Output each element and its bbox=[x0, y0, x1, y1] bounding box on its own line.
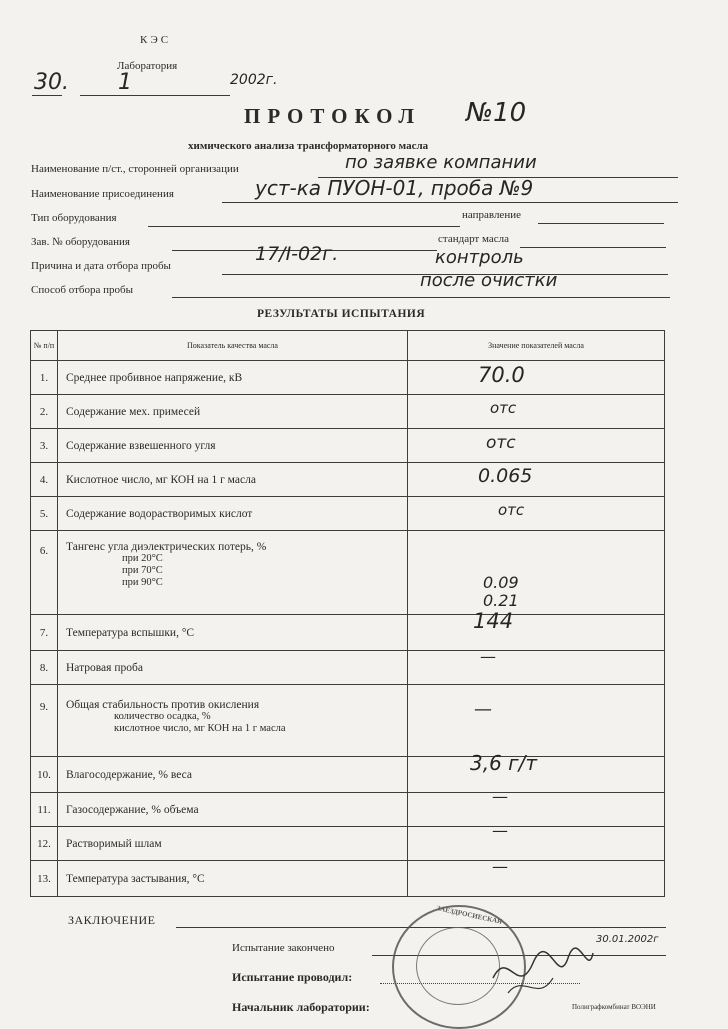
table-header-row bbox=[31, 331, 665, 361]
row-num: 3. bbox=[31, 429, 58, 463]
row-value: 70.0 bbox=[478, 363, 525, 387]
date-year: 2002г. bbox=[230, 72, 278, 88]
row-value-cell bbox=[408, 821, 665, 861]
table-row bbox=[31, 827, 665, 861]
results-table bbox=[30, 330, 665, 897]
row-value-cell bbox=[408, 647, 665, 685]
row-value: 0.09 bbox=[483, 573, 519, 592]
row-label: Тангенс угла диэлектрических потерь, % bbox=[66, 541, 267, 553]
performed-by-label: Испытание проводил: bbox=[232, 970, 353, 984]
row-label: Содержание мех. примесей bbox=[58, 395, 408, 429]
results-title: РЕЗУЛЬТАТЫ ИСПЫТАНИЯ bbox=[257, 308, 426, 320]
conclusion-label: ЗАКЛЮЧЕНИЕ bbox=[68, 913, 156, 927]
table-row bbox=[31, 793, 665, 827]
row-value-cell bbox=[408, 685, 665, 757]
field-value-org: по заявке компании bbox=[345, 152, 537, 173]
table-row bbox=[31, 361, 665, 395]
row-value-cell bbox=[408, 429, 665, 463]
row-num: 10. bbox=[31, 757, 58, 793]
row-num: 4. bbox=[31, 463, 58, 497]
row-num: 7. bbox=[31, 615, 58, 651]
field-label-connection: Наименование присоединения bbox=[31, 188, 174, 200]
test-finished-label: Испытание закончено bbox=[232, 942, 335, 954]
row-num: 13. bbox=[31, 861, 58, 897]
row-label: Влагосодержание, % веса bbox=[58, 757, 408, 793]
protocol-number: №10 bbox=[466, 98, 527, 128]
row-sublabel: кислотное число, мг КОН на 1 г масла bbox=[114, 723, 286, 734]
row-num: 12. bbox=[31, 827, 58, 861]
row-label: Общая стабильность против окисления bbox=[66, 699, 260, 711]
row-value: — bbox=[474, 699, 492, 720]
print-shop-note: Полиграфкомбинат ВОЭНИ bbox=[572, 1003, 656, 1011]
table-row bbox=[31, 757, 665, 793]
col-header-value: Значение показателей масла bbox=[408, 331, 665, 361]
row-value-cell bbox=[408, 497, 665, 531]
row-num: 6. bbox=[31, 531, 58, 615]
row-value-cell bbox=[408, 395, 665, 429]
lab-label: Лаборатория bbox=[117, 60, 178, 72]
row-value-cell bbox=[408, 361, 665, 395]
table-row bbox=[31, 395, 665, 429]
row-label: Содержание взвешенного угля bbox=[58, 429, 408, 463]
row-label: Содержание водорастворимых кислот bbox=[58, 497, 408, 531]
field-label-sampling-method: Способ отбора пробы bbox=[31, 284, 133, 296]
table-row bbox=[31, 429, 665, 463]
field-label-equipment-type: Тип оборудования bbox=[31, 212, 117, 224]
row-sublabel: при 70°C bbox=[122, 565, 163, 576]
row-value: 3,6 г/т bbox=[470, 751, 538, 775]
table-row bbox=[31, 861, 665, 897]
row-value: отс bbox=[490, 399, 517, 417]
field-label-org: Наименование п/ст., сторонней организации bbox=[31, 163, 239, 175]
row-num: 9. bbox=[31, 685, 58, 757]
row-label: Натровая проба bbox=[58, 651, 408, 685]
row-value-cell bbox=[408, 857, 665, 897]
field-label-direction: направление bbox=[462, 209, 521, 221]
table-row bbox=[31, 463, 665, 497]
row-value: отс bbox=[486, 433, 516, 453]
row-value: — bbox=[480, 647, 496, 666]
row-sublabel: при 90°C bbox=[122, 577, 163, 588]
row-value-cell bbox=[408, 531, 665, 615]
field-value-sampling-reason: контроль bbox=[435, 247, 524, 268]
date-day: 30. bbox=[34, 70, 69, 95]
table-row bbox=[31, 651, 665, 685]
lab-head-label: Начальник лаборатории: bbox=[232, 1000, 370, 1014]
col-header-num: № п/п bbox=[31, 331, 58, 361]
row-value-cell bbox=[408, 751, 665, 793]
field-label-sampling-reason: Причина и дата отбора пробы bbox=[31, 260, 171, 272]
table-row bbox=[31, 685, 665, 757]
row-value-cell bbox=[408, 463, 665, 497]
row-label: Растворимый шлам bbox=[58, 827, 408, 861]
row-value: — bbox=[492, 857, 508, 876]
row-value: — bbox=[492, 821, 508, 840]
field-value-sampling-method: после очистки bbox=[420, 270, 558, 291]
row-label: Температура застывания, °С bbox=[58, 861, 408, 897]
protocol-title: ПРОТОКОЛ bbox=[244, 104, 422, 128]
test-finished-date: 30.01.2002г bbox=[596, 934, 659, 945]
row-sublabel: количество осадка, % bbox=[114, 711, 211, 722]
field-label-serial: Зав. № оборудования bbox=[31, 236, 130, 248]
row-value-cell bbox=[408, 609, 665, 651]
row-num: 1. bbox=[31, 361, 58, 395]
table-row bbox=[31, 531, 665, 615]
row-label: Кислотное число, мг КОН на 1 г масла bbox=[58, 463, 408, 497]
row-num: 11. bbox=[31, 793, 58, 827]
field-value-sampling-date: 17/I-02г. bbox=[255, 243, 339, 265]
date-month: 1 bbox=[118, 70, 132, 95]
row-value: 0.21 bbox=[483, 591, 519, 610]
row-label-cell bbox=[58, 685, 408, 757]
org-name: КЭС bbox=[140, 34, 172, 46]
row-value-cell bbox=[408, 787, 665, 827]
signature bbox=[488, 938, 598, 1008]
row-value: отс bbox=[498, 501, 525, 519]
col-header-indicator: Показатель качества масла bbox=[58, 331, 408, 361]
field-value-connection: уст-ка ПУОН-01, проба №9 bbox=[255, 176, 534, 200]
row-value: 0.065 bbox=[478, 465, 533, 487]
protocol-subtitle: химического анализа трансформаторного масла bbox=[188, 140, 429, 152]
row-label: Среднее пробивное напряжение, кВ bbox=[58, 361, 408, 395]
row-sublabel: при 20°C bbox=[122, 553, 163, 564]
row-num: 8. bbox=[31, 651, 58, 685]
table-row bbox=[31, 497, 665, 531]
row-label: Газосодержание, % объема bbox=[58, 793, 408, 827]
stamp-text: ЗАЕЗДРОСИЕСКАЯ bbox=[435, 904, 503, 926]
table-row bbox=[31, 615, 665, 651]
row-value: — bbox=[492, 787, 508, 806]
row-label-cell bbox=[58, 531, 408, 615]
row-value: 144 bbox=[473, 609, 514, 633]
field-label-oil-standard: стандарт масла bbox=[438, 233, 510, 245]
row-num: 2. bbox=[31, 395, 58, 429]
row-num: 5. bbox=[31, 497, 58, 531]
row-label: Температура вспышки, °С bbox=[58, 615, 408, 651]
